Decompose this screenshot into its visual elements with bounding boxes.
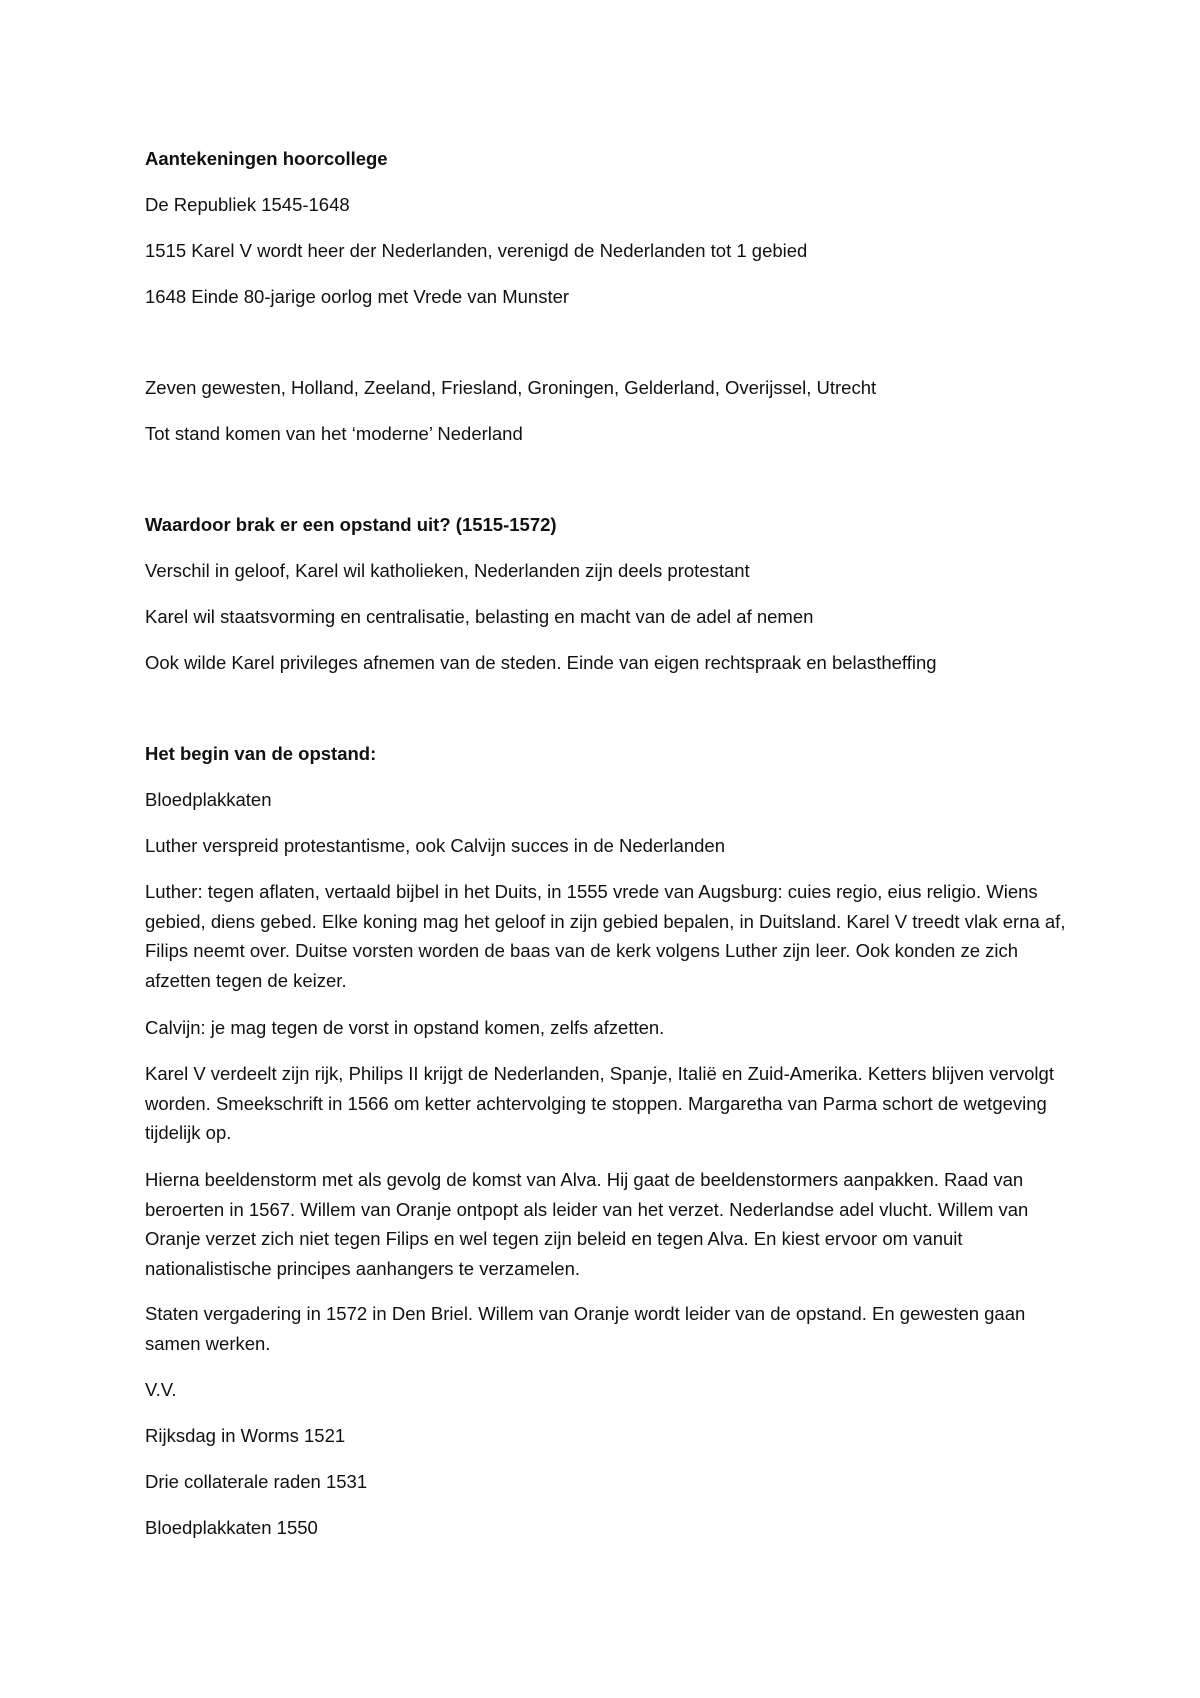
- staten-paragraph: Staten vergadering in 1572 in Den Briel. Willem van Oranje wordt leider van de opstand. En gewesten gaan samen werken.: [145, 1303, 1026, 1354]
- intro-line: De Republiek 1545-1648: [145, 194, 350, 215]
- cause-line: Ook wilde Karel privileges afnemen van de steden. Einde van eigen rechtspraak en belastheffing: [145, 652, 937, 673]
- luther-spread-line: Luther verspreid protestantisme, ook Calvijn succes in de Nederlanden: [145, 835, 725, 856]
- luther-paragraph: Luther: tegen aflaten, vertaald bijbel in het Duits, in 1555 vrede van Augsburg: cuies regio, eius religio. Wiens gebied, diens gebed. Elke koning mag het geloof in zijn gebied bepalen, in Duitsland. Karel V treedt vlak erna af, Filips neemt over. Duitse vorsten worden de baas van de kerk volgens Luther zijn leer. Ook konden ze zich afzetten tegen de keizer.: [145, 881, 1066, 991]
- cause-line: Verschil in geloof, Karel wil katholieken, Nederlanden zijn deels protestant: [145, 560, 750, 581]
- event-line: Rijksdag in Worms 1521: [145, 1425, 346, 1446]
- section-heading-cause: Waardoor brak er een opstand uit? (1515-1572): [145, 514, 557, 535]
- bloedplakkaten-line: Bloedplakkaten: [145, 789, 272, 810]
- event-line: Drie collaterale raden 1531: [145, 1471, 368, 1492]
- event-line: Bloedplakkaten 1550: [145, 1517, 318, 1538]
- hierna-paragraph: Hierna beeldenstorm met als gevolg de komst van Alva. Hij gaat de beeldenstormers aanpakken. Raad van beroerten in 1567. Willem van Oranje ontpopt als leider van het verzet. Nederlandse adel vlucht. Willem van Oranje verzet zich niet tegen Filips en wel tegen zijn beleid en tegen Alva. En kiest ervoor om vanuit nationalistische principes aanhangers te verzamelen.: [145, 1169, 1029, 1279]
- calvijn-line: Calvijn: je mag tegen de vorst in opstand komen, zelfs afzetten.: [145, 1017, 665, 1038]
- document-title: Aantekeningen hoorcollege: [145, 148, 388, 169]
- vv-line: V.V.: [145, 1379, 177, 1400]
- provinces-line: Zeven gewesten, Holland, Zeeland, Friesland, Groningen, Gelderland, Overijssel, Utrecht: [145, 377, 877, 398]
- intro-line: 1648 Einde 80-jarige oorlog met Vrede van Munster: [145, 286, 570, 307]
- cause-line: Karel wil staatsvorming en centralisatie, belasting en macht van de adel af nemen: [145, 606, 814, 627]
- karel-paragraph: Karel V verdeelt zijn rijk, Philips II krijgt de Nederlanden, Spanje, Italië en Zuid-Amerika. Ketters blijven vervolgt worden. Smeekschrift in 1566 om ketter achtervolging te stoppen. Margaretha van Parma schort de wetgeving tijdelijk op.: [145, 1063, 1054, 1143]
- intro-line: 1515 Karel V wordt heer der Nederlanden, verenigd de Nederlanden tot 1 gebied: [145, 240, 808, 261]
- section-heading-begin: Het begin van de opstand:: [145, 743, 377, 764]
- modern-line: Tot stand komen van het ‘moderne’ Nederland: [145, 423, 523, 444]
